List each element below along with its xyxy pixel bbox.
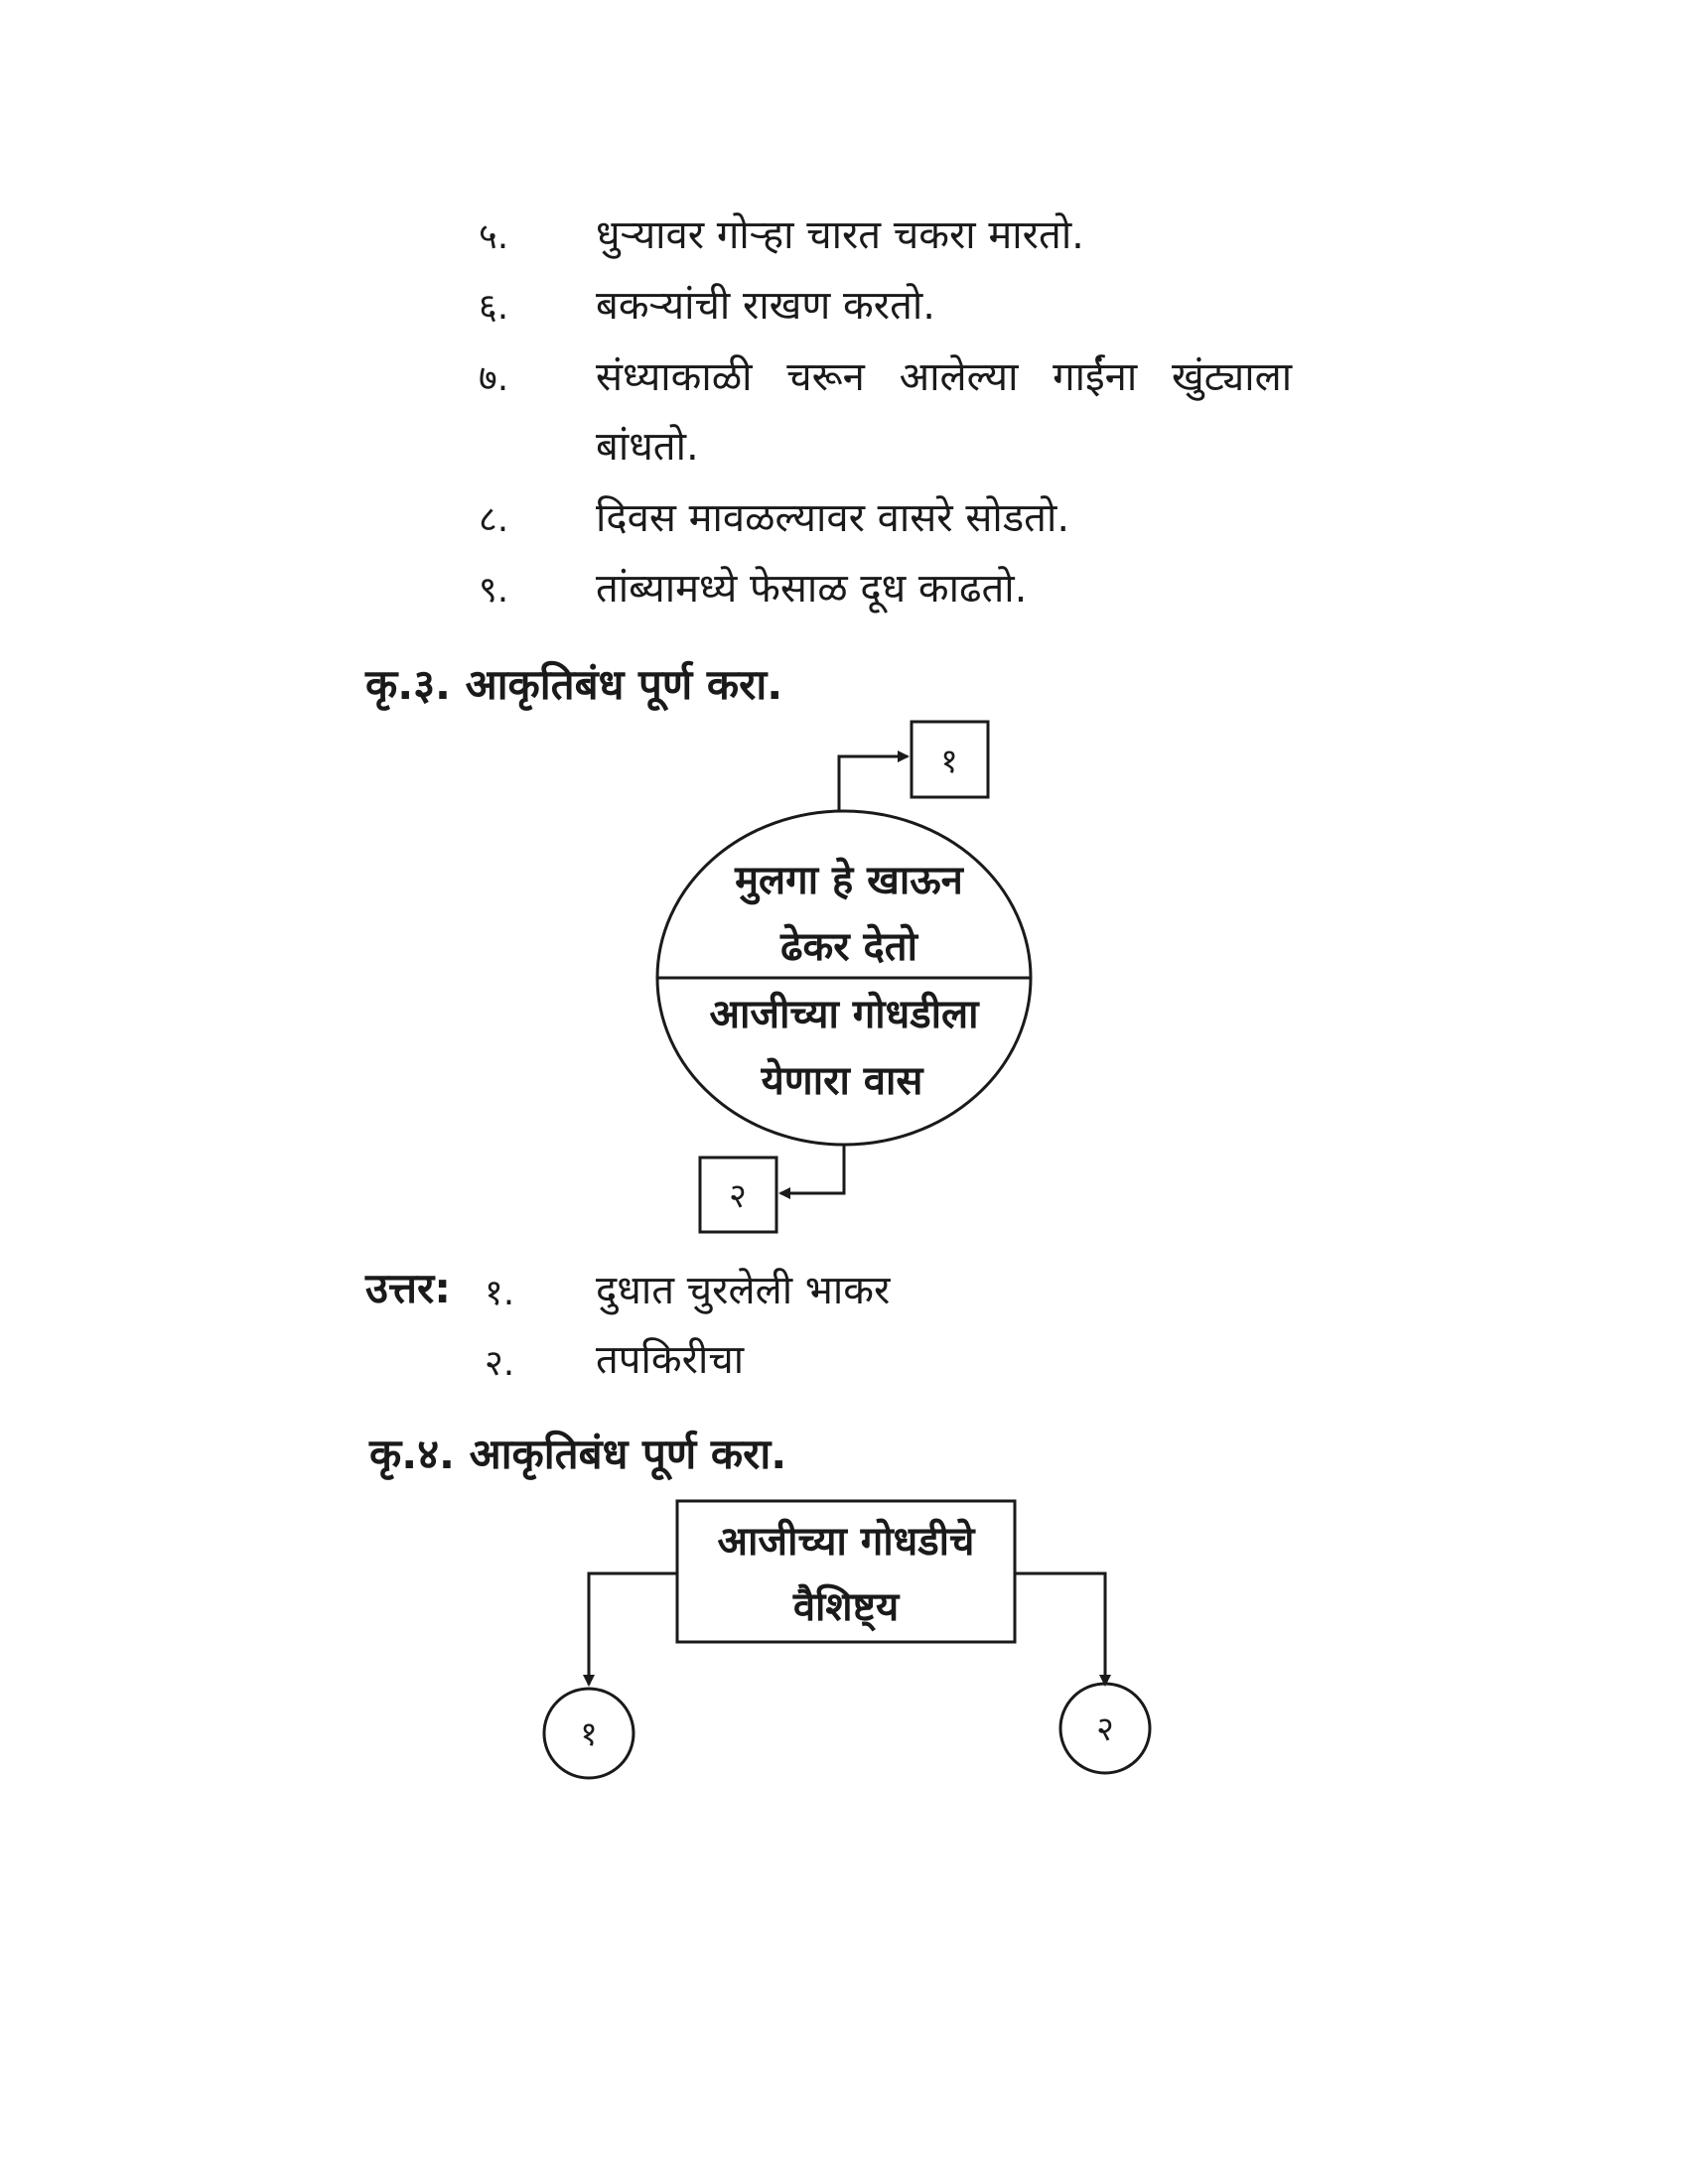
- q3-diagram: [657, 722, 1031, 1232]
- answer-circle-2-label: २: [1096, 1709, 1114, 1749]
- list-number: ८.: [479, 499, 509, 540]
- q4-box-line-1: आजीच्या गोधडीचे: [717, 1519, 975, 1565]
- list-number: ५.: [479, 216, 509, 257]
- list-number: ९.: [479, 570, 509, 611]
- answer-circle-1-label: १: [580, 1714, 598, 1754]
- arrow-to-circle-2: [1015, 1573, 1105, 1685]
- answer-box-1-label: १: [940, 742, 958, 781]
- answer-number: २.: [485, 1343, 515, 1384]
- answer-label: उत्तर:: [365, 1264, 452, 1312]
- list-text-continued: बांधतो.: [596, 424, 699, 470]
- q4-diagram: [544, 1501, 1150, 1778]
- q4-box-line-2: वैशिष्ट्य: [792, 1584, 900, 1630]
- circle-top-line-2: ढेकर देतो: [780, 924, 917, 970]
- circle-bottom-line-2: येणारा वास: [761, 1058, 923, 1104]
- question-3-heading: कृ.३. आकृतिबंध पूर्ण करा.: [365, 660, 783, 709]
- list-text: दिवस मावळल्यावर वासरे सोडतो.: [596, 495, 1070, 541]
- answer-text: तपकिरीचा: [596, 1337, 745, 1383]
- answer-text: दुधात चुरलेली भाकर: [596, 1268, 891, 1313]
- arrow-to-circle-1: [589, 1573, 677, 1685]
- circle-top-line-1: मुलगा हे खाऊन: [735, 858, 963, 903]
- question-4-heading: कृ.४. आकृतिबंध पूर्ण करा.: [369, 1430, 787, 1478]
- list-text: धुऱ्यावर गोऱ्हा चारत चकरा मारतो.: [596, 212, 1084, 258]
- circle-bottom-line-1: आजीच्या गोधडीला: [709, 992, 979, 1037]
- list-text: तांब्यामध्ये फेसाळ दूध काढतो.: [596, 566, 1028, 612]
- list-number: ७.: [479, 358, 509, 399]
- arrow-to-box-1: [839, 756, 908, 810]
- list-text: बकऱ्यांची राखण करतो.: [596, 283, 935, 329]
- arrow-to-box-2: [780, 1145, 844, 1193]
- list-text: संध्याकाळी चरून आलेल्या गाईंना खुंट्याला: [596, 354, 1293, 400]
- answer-box-2-label: २: [729, 1176, 747, 1216]
- answer-number: १.: [485, 1273, 515, 1313]
- list-number: ६.: [479, 287, 509, 328]
